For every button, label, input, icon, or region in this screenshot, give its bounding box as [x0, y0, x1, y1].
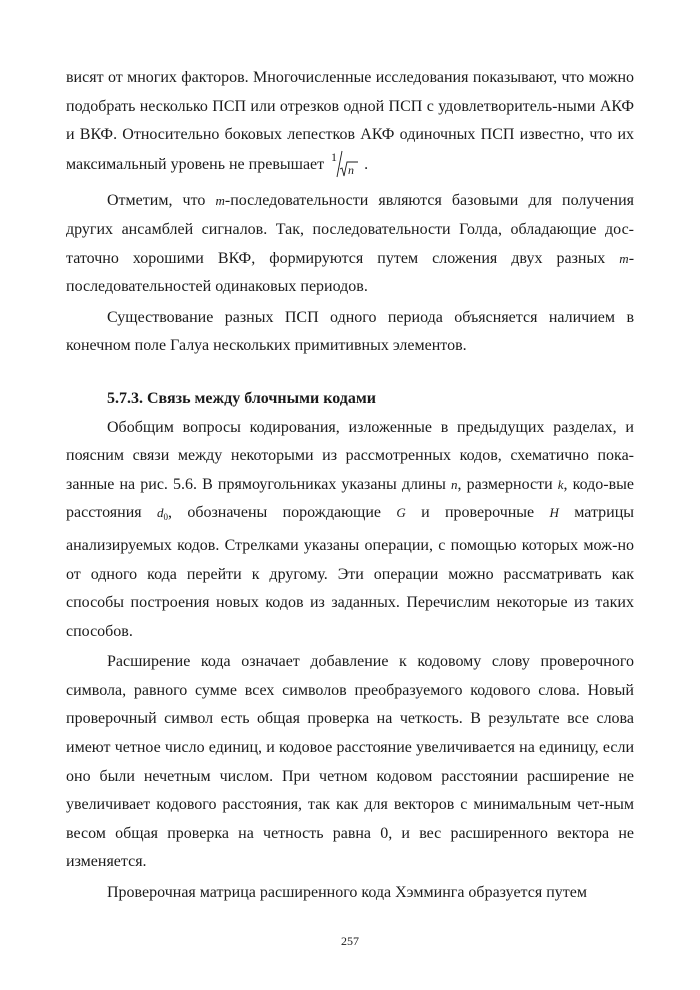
paragraph-1-end: . [364, 155, 369, 173]
math-subscript-0: 0 [163, 512, 168, 523]
paragraph-2 [66, 187, 634, 301]
paragraph-4-d: , обозначены порождающие [167, 504, 381, 522]
math-var-m: m [215, 193, 225, 209]
page-number: 257 [341, 934, 359, 948]
section-heading: 5.7.3. Связь между блочными кодами [107, 389, 376, 407]
formula-numerator: 1 [331, 149, 338, 164]
document-page [66, 64, 634, 908]
paragraph-4-e: и проверочные [421, 504, 535, 522]
math-var-d0 [156, 505, 168, 523]
formula-variable: n [348, 162, 355, 177]
math-var-k: k [557, 476, 564, 492]
paragraph-2-a: Отметим, что [107, 192, 206, 210]
paragraph-4-c: , кодо-вые расстояния [66, 475, 635, 522]
paragraph-4-f: матрицы анализируемых кодов. Стрелками указаны операции, с помощью которых мож-но от одного кода перейти к другому. Эти операции можно рассматривать как способы построения новых кодов из заданных. Перечислим некоторые из таких способов. [66, 504, 634, 640]
paragraph-4-a: Обобщим вопросы кодирования, изложенные в предыдущих разделах, и поясним связи между некоторыми из рассмотренных кодов, схематично пока-занные на рис. 5.6. В прямоугольниках указаны длины [66, 418, 634, 493]
paragraph-4 [66, 414, 634, 647]
math-var-n: n [451, 476, 458, 492]
paragraph-2-c: -последовательностей одинаковых периодов. [66, 249, 635, 296]
paragraph-1 [66, 64, 634, 179]
paragraph-2-b: -последовательности являются базовыми для получения других ансамблей сигналов. Так, последовательности Голда, обладающие дос-таточно хорошими ВКФ, формируются путем сложения двух разных [66, 192, 635, 267]
math-var-m-2: m [619, 250, 629, 266]
math-var-G: G [396, 505, 406, 521]
math-var-H: H [549, 505, 559, 521]
one-over-sqrt-n-formula [328, 150, 364, 178]
paragraph-4-b: , размерности [457, 475, 553, 493]
paragraph-3: Существование разных ПСП одного периода объясняется наличием в конечном поле Галуа нескольких примитивных элементов. [66, 308, 634, 355]
paragraph-1-text: висят от многих факторов. Многочисленные исследования показывают, что можно подобрать несколько ПСП или отрезков одной ПСП с удовлетворитель-ными АКФ и ВКФ. Относительно боковых лепестков АКФ одиночных ПСП известно, что их максимальный уровень не превышает [66, 69, 634, 173]
paragraph-5: Расширение кода означает добавление к кодовому слову проверочного символа, равного сумме всех символов преобразуемого кодового слова. Новый проверочный символ есть общая проверка на четкость. В результате все слова имеют четное число единиц, и кодовое расстояние увеличивается на единицу, если оно были нечетным числом. При четном кодовом расстоянии расширение не увеличивает кодового расстояния, так как для векторов с минимальным чет-ным весом общая проверка на четность равна 0, и вес расширенного вектора не изменяется. [66, 653, 634, 871]
paragraph-6: Проверочная матрица расширенного кода Хэмминга образуется путем [107, 884, 587, 902]
math-var-d: d [156, 505, 164, 521]
